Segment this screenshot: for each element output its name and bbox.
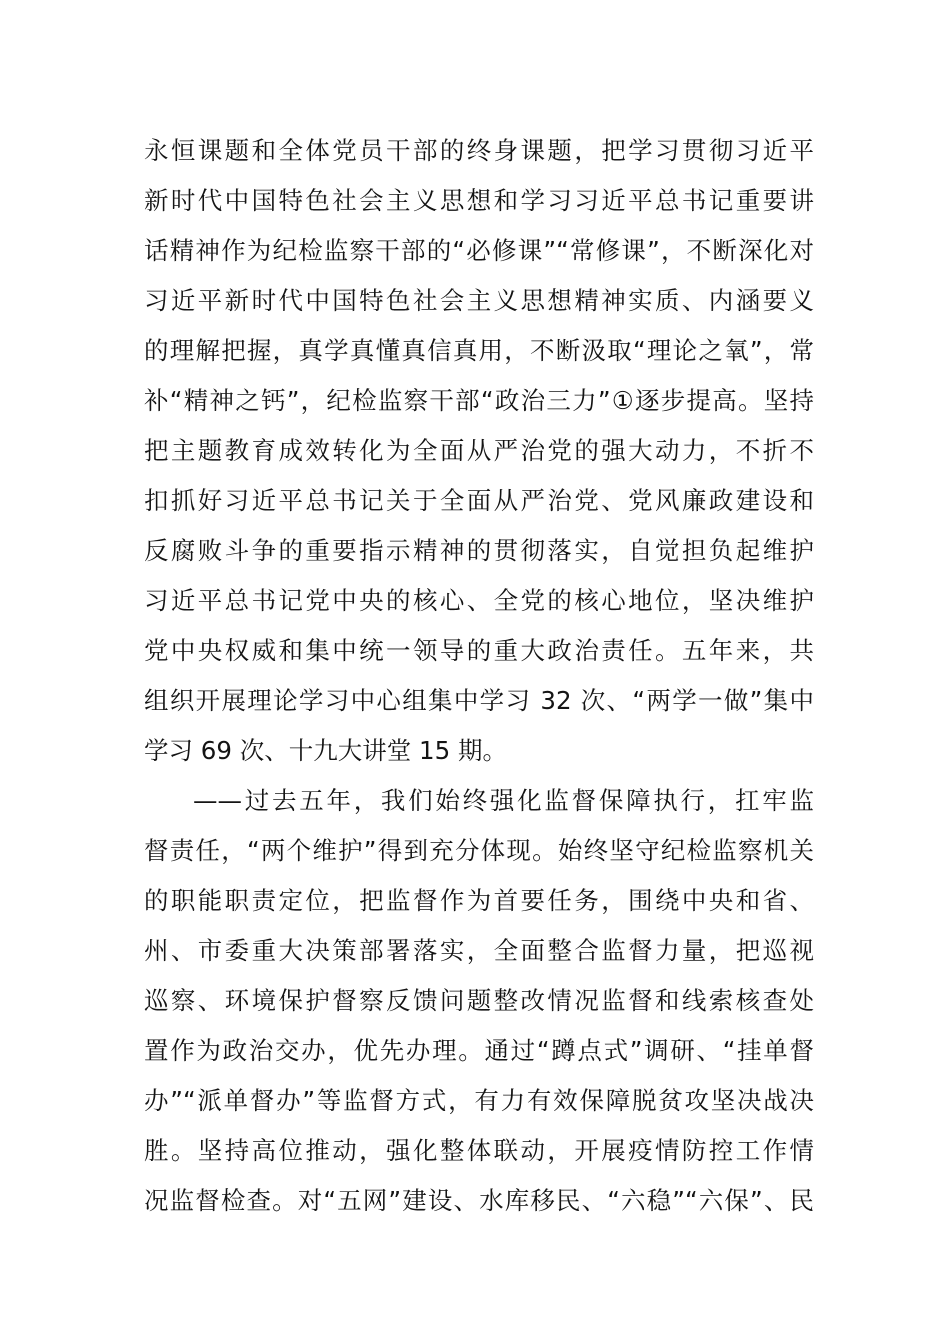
text-line: 的职能职责定位，把监督作为首要任务，围绕中央和省、 bbox=[144, 886, 814, 915]
text-line: 置作为政治交办，优先办理。通过“蹲点式”调研、“挂单督 bbox=[144, 1036, 814, 1065]
text-line: 的理解把握，真学真懂真信真用，不断汲取“理论之氧”，常 bbox=[144, 336, 814, 365]
text-line: 况监督检查。对“五网”建设、水库移民、“六稳”“六保”、民 bbox=[144, 1186, 814, 1215]
text-line: 胜。坚持高位推动，强化整体联动，开展疫情防控工作情 bbox=[144, 1136, 814, 1165]
body-text bbox=[144, 126, 814, 1226]
paragraph-start-line: ——过去五年，我们始终强化监督保障执行，扛牢监 bbox=[193, 786, 814, 815]
text-line: 习近平新时代中国特色社会主义思想精神实质、内涵要义 bbox=[144, 286, 814, 315]
text-line: 话精神作为纪检监察干部的“必修课”“常修课”，不断深化对 bbox=[144, 236, 814, 265]
text-line: 习近平总书记党中央的核心、全党的核心地位，坚决维护 bbox=[144, 586, 814, 615]
text-line: 扣抓好习近平总书记关于全面从严治党、党风廉政建设和 bbox=[144, 486, 814, 515]
text-line: 把主题教育成效转化为全面从严治党的强大动力，不折不 bbox=[144, 436, 814, 465]
paragraph-end-line: 学习 69 次、十九大讲堂 15 期。 bbox=[144, 736, 508, 765]
text-line: 补“精神之钙”，纪检监察干部“政治三力”①逐步提高。坚持 bbox=[144, 386, 814, 415]
text-line: 办”“派单督办”等监督方式，有力有效保障脱贫攻坚决战决 bbox=[144, 1086, 814, 1115]
text-line: 党中央权威和集中统一领导的重大政治责任。五年来，共 bbox=[144, 636, 814, 665]
text-line: 永恒课题和全体党员干部的终身课题，把学习贯彻习近平 bbox=[144, 136, 814, 165]
text-line: 巡察、环境保护督察反馈问题整改情况监督和线索核查处 bbox=[144, 986, 814, 1015]
text-line: 督责任，“两个维护”得到充分体现。始终坚守纪检监察机关 bbox=[144, 836, 814, 865]
text-line: 新时代中国特色社会主义思想和学习习近平总书记重要讲 bbox=[144, 186, 814, 215]
text-line: 反腐败斗争的重要指示精神的贯彻落实，自觉担负起维护 bbox=[144, 536, 814, 565]
text-line: 州、市委重大决策部署落实，全面整合监督力量，把巡视 bbox=[144, 936, 814, 965]
text-line: 组织开展理论学习中心组集中学习 32 次、“两学一做”集中 bbox=[144, 686, 814, 715]
